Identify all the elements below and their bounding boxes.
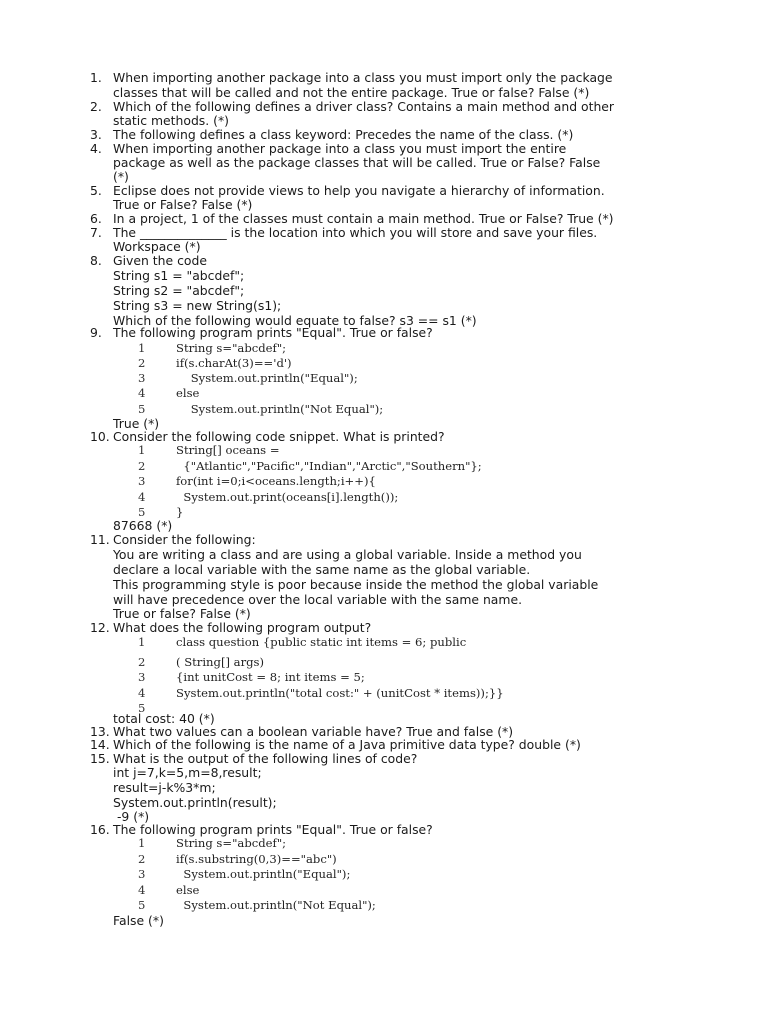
code-line: for(int i=0;i<oceans.length;i++){ [176, 474, 376, 488]
item-text: Given the code [113, 253, 207, 268]
item-text: Consider the following code snippet. What is printed? [113, 429, 445, 444]
item-text: When importing another package into a class you must import only the package [113, 70, 613, 85]
code-line-number: 4 [138, 883, 146, 897]
code-line-number: 1 [138, 341, 146, 355]
item-text: String s3 = new String(s1); [113, 298, 282, 313]
item-answer: False (*) [113, 913, 164, 928]
item-text: True or False? False (*) [113, 197, 253, 212]
code-line: System.out.println("Not Equal"); [176, 402, 384, 416]
item-text: int j=7,k=5,m=8,result; [113, 765, 262, 780]
item-text: Which of the following is the name of a Java primitive data type? double (*) [113, 737, 581, 752]
code-line-number: 4 [138, 490, 146, 504]
item-text: Workspace (*) [113, 239, 201, 254]
item-text: When importing another package into a class you must import the entire [113, 141, 567, 156]
code-line: } [176, 505, 184, 519]
code-line: if(s.substring(0,3)=="abc") [176, 852, 337, 866]
code-line: System.out.println("Equal"); [176, 867, 351, 881]
code-line-number: 1 [138, 836, 146, 850]
item-text: The ______________ is the location into which you will store and save your files. [113, 225, 598, 240]
item-text: Which of the following defines a driver class? Contains a main method and other [113, 99, 615, 114]
item-answer: True (*) [113, 416, 160, 431]
item-number: 2. [90, 99, 102, 114]
item-text: The following program prints "Equal". True or false? [113, 822, 433, 837]
code-line: else [176, 883, 200, 897]
code-line-number: 3 [138, 371, 146, 385]
code-line: String s="abcdef"; [176, 341, 287, 355]
code-line-number: 4 [138, 686, 146, 700]
item-text: String s2 = "abcdef"; [113, 283, 245, 298]
item-text: What is the output of the following lines of code? [113, 751, 418, 766]
item-number: 6. [90, 211, 102, 226]
item-number: 13. [90, 724, 110, 739]
item-text: classes that will be called and not the entire package. True or false? False (*) [113, 85, 590, 100]
item-number: 5. [90, 183, 102, 198]
code-line-number: 4 [138, 386, 146, 400]
item-text: package as well as the package classes that will be called. True or False? False [113, 155, 601, 170]
item-text: Eclipse does not provide views to help you navigate a hierarchy of information. [113, 183, 605, 198]
code-line-number: 3 [138, 474, 146, 488]
item-number: 15. [90, 751, 110, 766]
item-text: True or false? False (*) [113, 606, 251, 621]
item-number: 3. [90, 127, 102, 142]
item-answer: 87668 (*) [113, 518, 173, 533]
item-number: 9. [90, 325, 102, 340]
code-line-number: 3 [138, 867, 146, 881]
code-line: ( String[] args) [176, 655, 265, 669]
code-line-number: 2 [138, 852, 146, 866]
item-text: In a project, 1 of the classes must contain a main method. True or False? True (*) [113, 211, 614, 226]
code-line-number: 2 [138, 655, 146, 669]
item-number: 16. [90, 822, 110, 837]
item-text: Consider the following: [113, 532, 256, 547]
item-number: 8. [90, 253, 102, 268]
code-line: class question {public static int items = 6; public [176, 635, 467, 649]
code-line: else [176, 386, 200, 400]
item-text: You are writing a class and are using a global variable. Inside a method you [113, 547, 582, 562]
code-line: System.out.println("Not Equal"); [176, 898, 376, 912]
item-text: Which of the following would equate to false? s3 == s1 (*) [113, 313, 477, 328]
item-text: result=j-k%3*m; [113, 780, 216, 795]
code-line: if(s.charAt(3)=='d') [176, 356, 292, 370]
code-line: String s="abcdef"; [176, 836, 287, 850]
item-number: 12. [90, 620, 110, 635]
item-text: This programming style is poor because inside the method the global variable [113, 577, 599, 592]
code-line-number: 5 [138, 701, 146, 715]
item-number: 7. [90, 225, 102, 240]
code-line-number: 2 [138, 459, 146, 473]
item-text: declare a local variable with the same name as the global variable. [113, 562, 531, 577]
item-number: 11. [90, 532, 110, 547]
item-text: static methods. (*) [113, 113, 230, 128]
code-line-number: 2 [138, 356, 146, 370]
item-number: 10. [90, 429, 110, 444]
code-line-number: 5 [138, 898, 146, 912]
code-line-number: 5 [138, 402, 146, 416]
item-text: -9 (*) [113, 809, 150, 824]
item-text: The following defines a class keyword: Precedes the name of the class. (*) [113, 127, 574, 142]
item-number: 4. [90, 141, 102, 156]
item-number: 1. [90, 70, 102, 85]
item-text: System.out.println(result); [113, 795, 277, 810]
code-line-number: 1 [138, 635, 146, 649]
item-text: will have precedence over the local variable with the same name. [113, 592, 523, 607]
item-text: What two values can a boolean variable have? True and false (*) [113, 724, 514, 739]
code-line: System.out.print(oceans[i].length()); [176, 490, 399, 504]
item-number: 14. [90, 737, 110, 752]
code-line-number: 3 [138, 670, 146, 684]
code-line: System.out.println("Equal"); [176, 371, 358, 385]
item-text: The following program prints "Equal". True or false? [113, 325, 433, 340]
code-line-number: 5 [138, 505, 146, 519]
item-answer: total cost: 40 (*) [113, 711, 215, 726]
code-line-number: 1 [138, 443, 146, 457]
item-text: String s1 = "abcdef"; [113, 268, 245, 283]
item-text: (*) [113, 169, 129, 184]
code-line: System.out.println("total cost:" + (unitCost * items));}} [176, 686, 504, 700]
code-line: {"Atlantic","Pacific","Indian","Arctic","Southern"}; [176, 459, 482, 473]
code-line: {int unitCost = 8; int items = 5; [176, 670, 365, 684]
code-line: String[] oceans = [176, 443, 280, 457]
item-text: What does the following program output? [113, 620, 372, 635]
